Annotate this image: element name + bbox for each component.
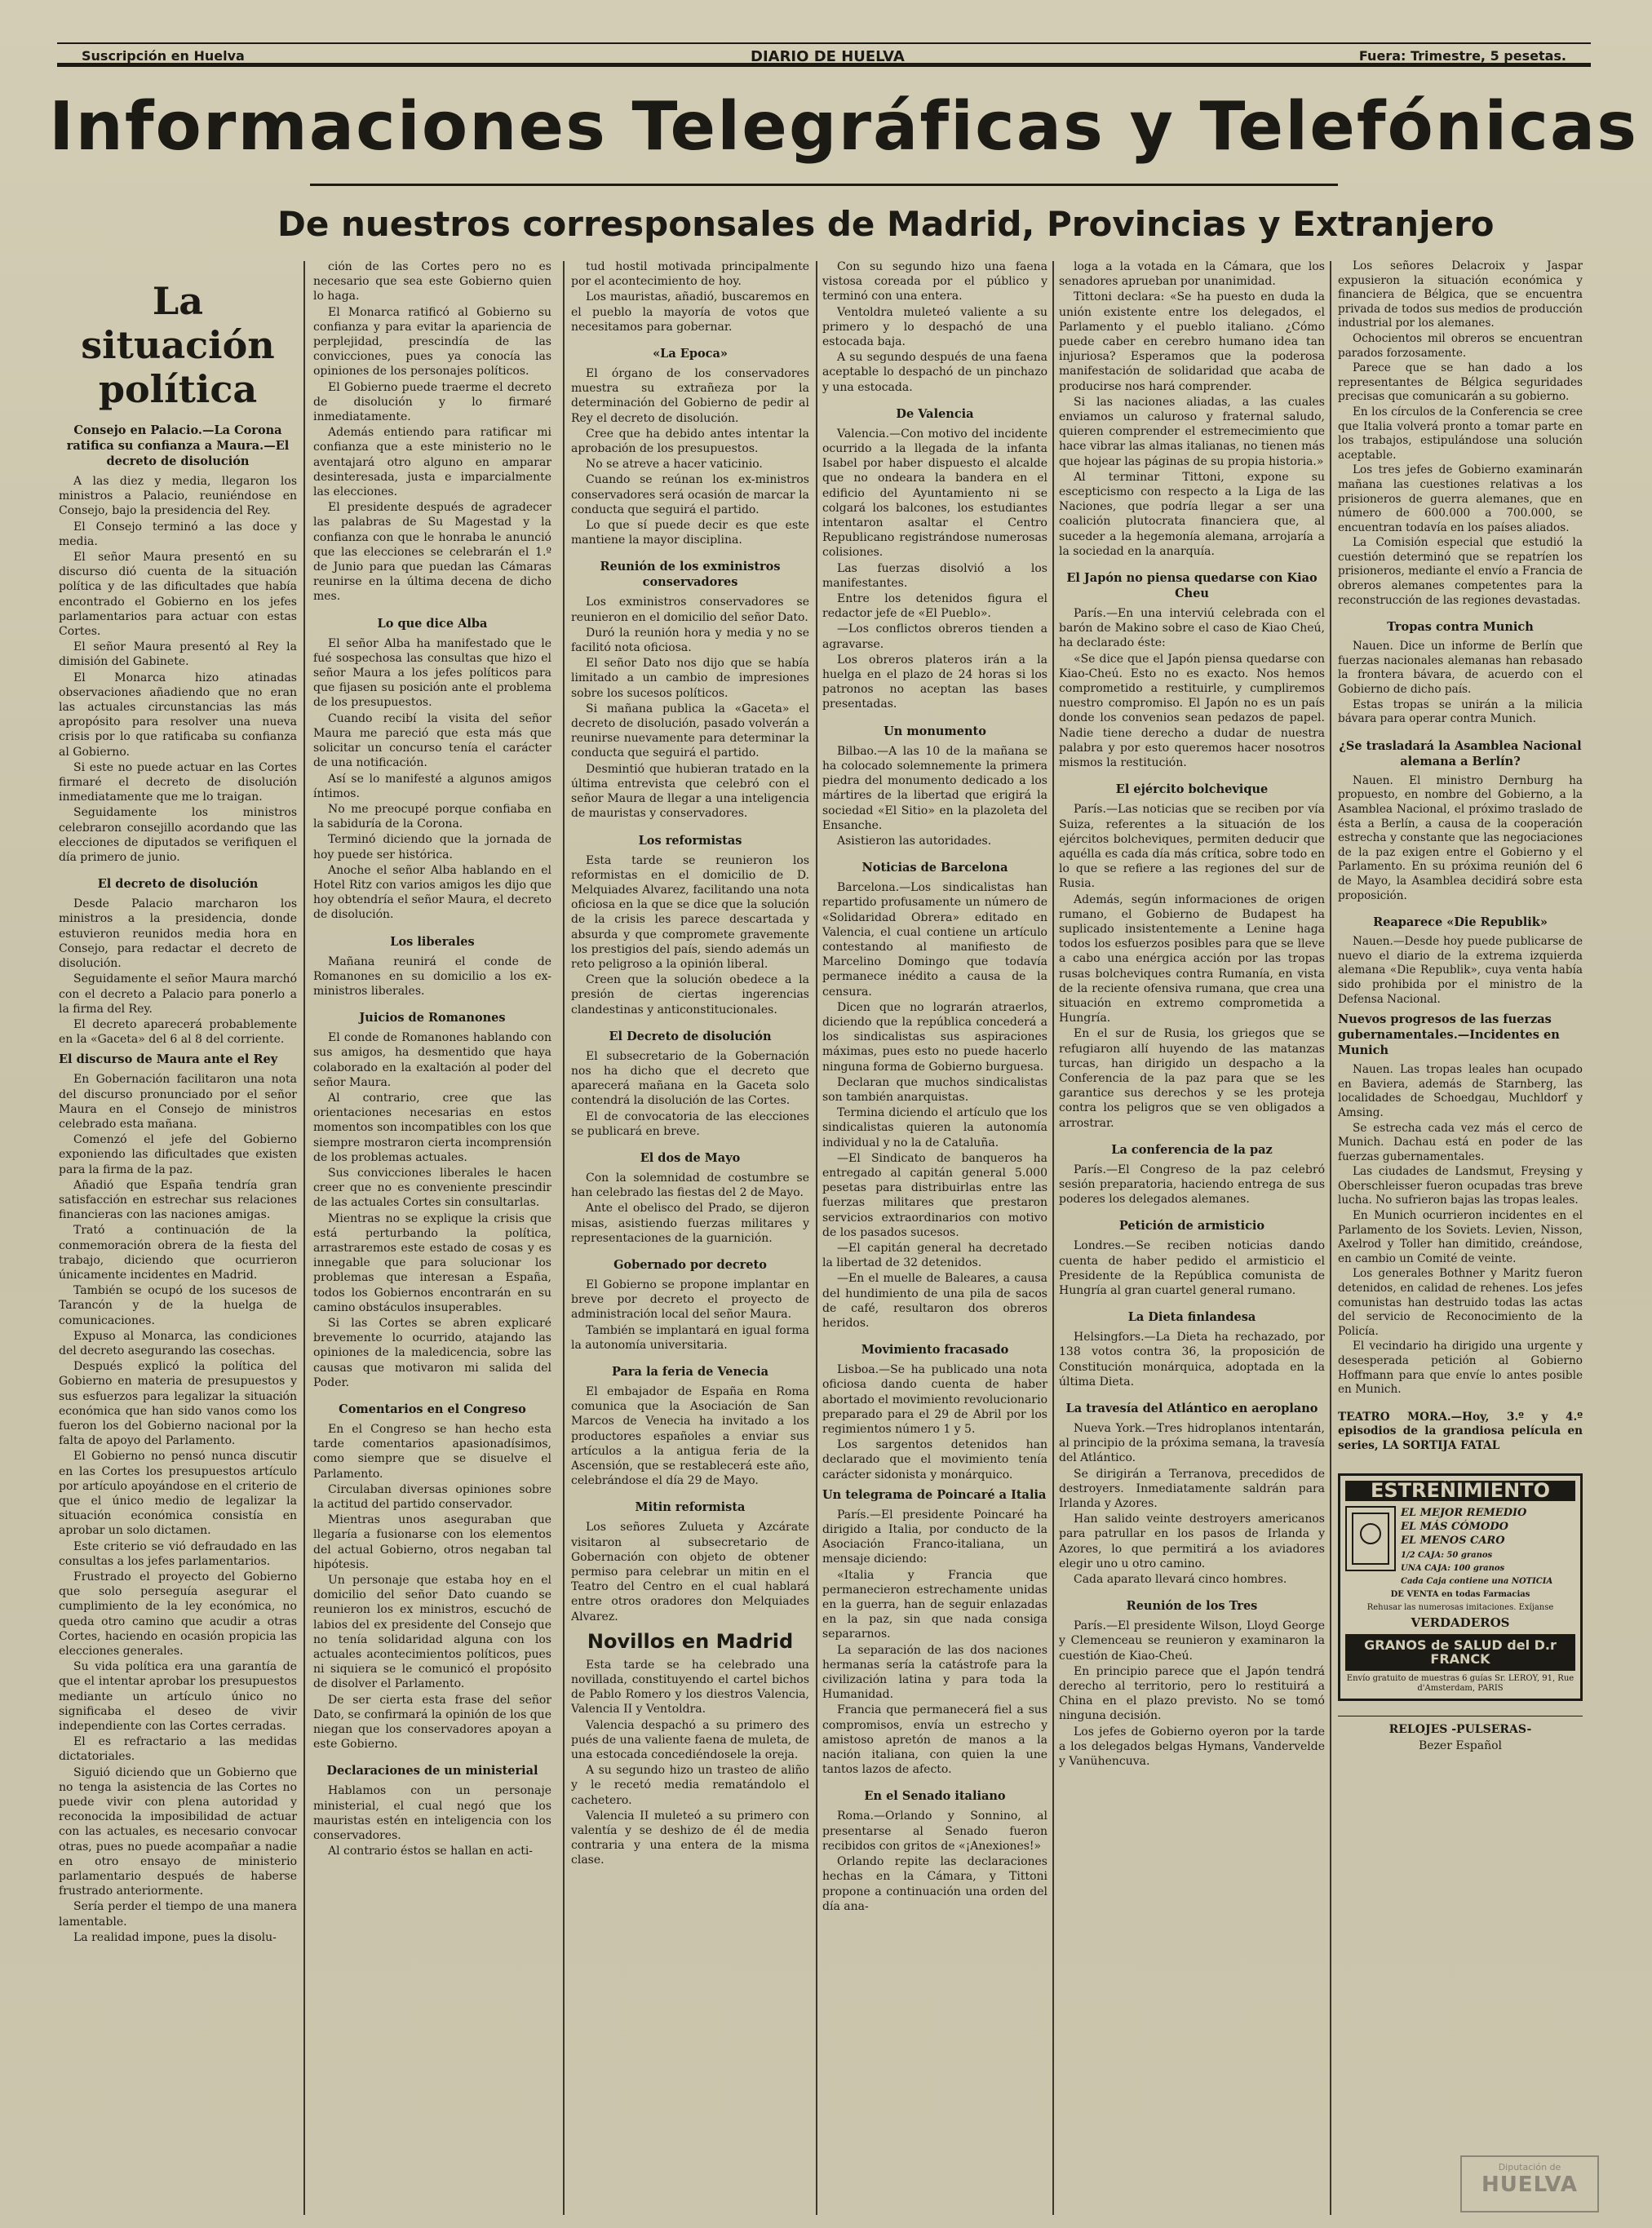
archive-stamp [1460,2155,1599,2212]
paragraph: —El Sindicato de banqueros ha entregado al capitán general 5.000 pesetas para distribuirlas entre las fuerzas militares que prestaron servicios extraordinarios con motivo de los pasados sucesos. [822,1151,1047,1239]
ad-verdaderos: VERDADEROS [1411,1615,1510,1631]
subscription-note: Suscripción en Huelva [82,48,245,64]
ad-line: EL MEJOR REMEDIO [1401,1507,1527,1520]
paragraph: Estas tropas se unirán a la milicia bávara para operar contra Munich. [1338,698,1583,726]
column-3 [571,259,809,2217]
paragraph: —Los conflictos obreros tienden a agravarse. [822,622,1047,651]
paragraph: Terminó diciendo que la jornada de hoy puede ser histórica. [313,833,551,862]
paragraph: En principio parece que el Japón tendrá derecho al territorio, pero lo restituirá a China en el plazo previsto. No se tomó ninguna decisión. [1059,1664,1325,1723]
paragraph: El Monarca hizo atinadas observaciones añadiendo que no eran las actuales circunstancias las más apropósito para resolver una nueva crisis por lo que ratificaba su confianza al Gobierno. [59,671,297,759]
section-heading: Novillos en Madrid [587,1629,794,1653]
paper-name: DIARIO DE HUELVA [751,48,905,65]
paragraph: El órgano de los conservadores muestra su extrañeza por la determinación del Gobierno de pedir al Rey el decreto de disolución. [571,367,809,425]
paragraph: Al contrario, cree que las orientaciones necesarias en estos momentos son incompatibles con los que siempre mostraron cierta incomprensión de los problemas actuales. [313,1091,551,1164]
paragraph: Nueva York.—Tres hidroplanos intentarán, al principio de la próxima semana, la travesía del Atlántico. [1059,1422,1325,1465]
section-heading: El Decreto de disolución [609,1029,772,1043]
paragraph: Londres.—Se reciben noticias dando cuenta de haber pedido el armisticio el Presidente de la República comunista de Hungría al gran cuartel general rumano. [1059,1239,1325,1297]
paragraph: Ante el obelisco del Prado, se dijeron misas, asistiendo fuerzas militares y representaciones de la guarnición. [571,1202,809,1245]
article-lead: Consejo en Palacio.—La Corona ratifica su confianza a Maura.—El decreto de disolución [66,423,290,468]
paragraph: A su segundo hizo un trasteo de aliño y le recetó media rematándolo el cachetero. [571,1764,809,1807]
rule-under-masthead [310,184,1338,186]
paragraph: Los señores Delacroix y Jaspar expusieron la situación económica y financiera de Bélgica, que se encuentra privada de todos sus medios de producción industrial por los alemanes. [1338,259,1583,330]
paragraph: Si este no puede actuar en las Cortes firmaré el decreto de disolución inmediatamente que me lo traigan. [59,760,297,804]
paragraph: Termina diciendo el artículo que los sindicalistas quieren la autonomía individual y no la de Cataluña. [822,1106,1047,1149]
paragraph: Duró la reunión hora y media y no se facilitó nota oficiosa. [571,626,809,655]
paragraph: Francia que permanecerá fiel a sus compromisos, envía un estrecho y amistoso apretón de manos a la nación italiana, con quien la une tantos lazos de afecto. [822,1703,1047,1777]
paragraph: Además entiendo para ratificar mi confianza que a este ministerio no le aventajará otro alguno en amparar desinteresada, justa e imparcialmente las elecciones. [313,426,551,499]
paragraph: En Gobernación facilitaron una nota del discurso pronunciado por el señor Maura en el Consejo de ministros celebrado esta mañana. [59,1073,297,1131]
paragraph: Nauen.—Desde hoy puede publicarse de nuevo el diario de la extrema izquierda alemana «Die Republik», cuya venta había sido prohibida por el ministro de la Defensa Nacional. [1338,935,1583,1006]
section-heading: Noticias de Barcelona [861,861,1008,875]
price-note: Fuera: Trimestre, 5 pesetas. [1358,48,1566,64]
section-heading: De Valencia [896,406,974,421]
paragraph: El Gobierno puede traerme el decreto de disolución y lo firmaré inmediatamente. [313,380,551,424]
paragraph: Bilbao.—A las 10 de la mañana se ha colocado solemnemente la primera piedra del monumento dedicado a los mártires de la libertad que erigirá la sociedad «El Sitio» en la plazoleta del Ensanche. [822,744,1047,832]
section-heading: Lo que dice Alba [377,616,488,631]
paragraph: Ventoldra muleteó valiente a su primero y lo despachó de una estocada baja. [822,305,1047,349]
paragraph: ción de las Cortes pero no es necesario que sea este Gobierno quien lo haga. [313,260,551,303]
section-heading: Nuevos progresos de las fuerzas gubernamentales.—Incidentes en Munich [1338,1012,1560,1058]
paragraph: Cada aparato llevará cinco hombres. [1074,1573,1287,1587]
paragraph: «Italia y Francia que permanecieron estrechamente unidas en la guerra, han de seguir enlazadas en la paz, sin que nada consiga separarnos. [822,1568,1047,1641]
section-heading: Reunión de los Tres [1126,1599,1258,1614]
ad-price: 1/2 CAJA: 50 granos [1401,1551,1493,1561]
top-bar [57,42,1591,67]
paragraph: De ser cierta esta frase del señor Dato, se confirmará la opinión de los que niegan que los conservadores apoyan a este Gobierno. [313,1693,551,1752]
paragraph: Cuando recibí la visita del señor Maura me pareció que esta más que solicitar un concurso tenía el carácter de una notificación. [313,711,551,770]
paragraph: París.—Las noticias que se reciben por vía Suiza, referentes a la situación de los ejércitos bolcheviques, permiten deducir que aquélla es cada día más crítica, sobre todo en lo que se refiere a las regiones del sur de Rusia. [1059,803,1325,891]
section-heading: El ejército bolchevique [1115,782,1269,797]
paragraph: El de convocatoria de las elecciones se publicará en breve. [571,1110,809,1138]
paragraph: Con su segundo hizo una faena vistosa coreada por el público y terminó con una entera. [822,260,1047,303]
paragraph: Si las Cortes se abren explicaré brevemente lo ocurrido, atajando las opiniones de la maledicencia, sobre las causas que motivaron mi salida del Poder. [313,1317,551,1389]
paragraph: El Monarca ratificó al Gobierno su confianza y para evitar la apariencia de perplejidad, prescindía de las convicciones, pues ya conocía las opiniones de los personajes políticos. [313,305,551,379]
column-rule [1052,261,1054,2215]
paragraph: «Se dice que el Japón piensa quedarse con Kiao-Cheú. Esto no es exacto. Nos hemos comprometido a restituirle, y cumpliremos nuestro compromiso. El Japón no es un país donde los convenios sean pedazos de papel. Nadie tiene derecho a dudar de nuestra palabra y por esto queremos hacer nosotros mismos la restitución. [1059,652,1325,770]
section-heading: Gobernado por decreto [613,1257,767,1272]
paragraph: El Gobierno se propone implantar en breve por decreto el proyecto de administración local del señor Maura. [571,1278,809,1322]
ad-line: EL MENOS CARO [1401,1535,1505,1548]
section-heading: Comentarios en el Congreso [339,1402,526,1417]
ad-warning: Rehusar las numerosas imitaciones. Exíjanse [1366,1603,1554,1613]
masthead-title: Informaciones Telegráficas y Telefónicas [49,88,1639,166]
paragraph: El señor Alba ha manifestado que le fué sospechosa las consultas que hizo el señor Maura a los jefes políticos para que fijasen su posición ante el problema de los presupuestos. [313,636,551,710]
section-heading: El discurso de Maura ante el Rey [59,1052,278,1067]
ad-bezer: Bezer Español [1418,1739,1502,1752]
paragraph: Después explicó la política del Gobierno en materia de presupuestos y sus esfuerzos para legalizar la situación económica que han sido vanos como los fueron los del Gobierno nacional por la falta de apoyo del Parlamento. [59,1360,297,1448]
section-heading: El Japón no piensa quedarse con Kiao Cheu [1066,571,1318,601]
paragraph: En el sur de Rusia, los griegos que se refugiaron allí huyendo de las matanzas turcas, han dirigido un despacho a la Conferencia de la paz para que se les garantice sus derechos y se les proteja contra los peligros que se ven obligados a arrostrar. [1059,1027,1325,1130]
paragraph: Sería perder el tiempo de una manera lamentable. [59,1900,297,1929]
paragraph: También se implantará en igual forma la autonomía universitaria. [571,1323,809,1352]
paragraph: El señor Maura presentó en su discurso dió cuenta de la situación política y de las dificultades que había encontrado el Gobierno en los jefes parlamentarios para actuar con estas Cortes. [59,551,297,639]
column-6 [1338,259,1583,2217]
paragraph: París.—En una interviú celebrada con el barón de Makino sobre el caso de Kiao Cheú, ha declarado éste: [1059,607,1325,650]
paragraph: El decreto aparecerá probablemente en la «Gaceta» del 6 al 8 del corriente. [59,1017,297,1047]
column-rule [1330,261,1331,2215]
section-heading: Los reformistas [638,833,742,848]
paragraph: Las ciudades de Landsmut, Freysing y Oberschleisser fueron ocupadas tras breve lucha. No sufrieron bajas las tropas leales. [1338,1165,1583,1207]
paragraph: Mañana reunirá el conde de Romanones en su domicilio a los ex-ministros liberales. [313,955,551,998]
paragraph: El vecindario ha dirigido una urgente y desesperada petición al Gobierno Hoffmann para que envíe lo antes posible en Munich. [1338,1340,1583,1397]
paragraph: Los sargentos detenidos han declarado que el movimiento tenía carácter sidonista y monárquico. [822,1438,1047,1482]
paragraph: Se dirigirán a Terranova, precedidos de destroyers. Inmediatamente saldrán para Irlanda y Azores. [1059,1467,1325,1511]
ad-product-name: GRANOS de SALUD del D.r FRANCK [1345,1634,1575,1671]
paragraph: Hablamos con un personaje ministerial, el cual negó que los mauristas estén en inteligencia con los conservadores. [313,1784,551,1843]
column-2 [313,259,551,2217]
section-heading: La travesía del Atlántico en aeroplano [1065,1402,1318,1415]
paragraph: Declaran que muchos sindicalistas son también anarquistas. [822,1075,1047,1104]
paragraph: Esta tarde se ha celebrado una novillada, constituyendo el cartel bichos de Pablo Romero y los diestros Valencia, Valencia II y Ventoldra. [571,1658,809,1716]
paragraph: Creen que la solución obedece a la presión de ciertas ingerencias clandestinas y anticonstitucionales. [571,973,809,1017]
paragraph: Anoche el señor Alba hablando en el Hotel Ritz con varios amigos les dijo que hoy obtendría el señor Maura, el decreto de disolución. [313,863,551,922]
column-5 [1059,259,1325,2217]
paragraph: Circulaban diversas opiniones sobre la actitud del partido conservador. [313,1482,551,1512]
column-rule [303,261,305,2215]
ad-footer: Envío gratuito de muestras 6 guías Sr. LEROY, 91, Rue d'Amsterdam, PARIS [1346,1673,1574,1693]
paragraph: Así se lo manifesté a algunos amigos íntimos. [313,772,551,800]
paragraph: Este criterio se vió defraudado en las consultas a los jefes parlamentarios. [59,1539,297,1568]
paragraph: Frustrado el proyecto del Gobierno que solo perseguía asegurar el cumplimiento de la ley económica, no queda otro camino que acudir a otras Cortes, haciendo en ocasión propicia las elecciones generales. [59,1570,297,1659]
paragraph: Expuso al Monarca, las condiciones del decreto asegurando las cosechas. [59,1329,297,1358]
paragraph: —En el muelle de Baleares, a causa del hundimiento de una pila de sacos de café, resultaron dos obreros heridos. [822,1272,1047,1330]
paragraph: Además, según informaciones de origen rumano, el Gobierno de Budapest ha suplicado insistentemente a Lenine haga todos los esfuerzos posibles para que se lleve a cabo una enérgica acción por las tropas rusas bolcheviques contra Rumanía, en vista de la reciente ofensiva rumana, que crea una situación en extremo comprometida a Hungría. [1059,893,1325,1025]
article-title: La situación política [81,279,275,411]
paragraph: Nauen. El ministro Dernburg ha propuesto, en nombre del Gobierno, a la Asamblea Nacional, el próximo traslado de ésta a Berlín, a causa de la cooperación estrecha y constante que las negociaciones de la paz exigen entre el Gobierno y el Parlamento. En su próxima reunión del 6 de Mayo, la Asamblea decidirá sobre esta proposición. [1338,773,1583,902]
paragraph: El señor Maura presentó al Rey la dimisión del Gabinete. [59,640,297,669]
theatre-notice: TEATRO MORA.—Hoy, 3.º y 4.º episodios de la grandiosa película en series, LA SORTIJA FATAL [1338,1410,1583,1452]
box-icon [1350,1511,1391,1566]
section-heading: «La Epoca» [653,347,728,361]
paragraph: tud hostil motivada principalmente por el acontecimiento de hoy. [571,260,809,289]
paragraph: El Consejo terminó a las doce y media. [59,520,297,548]
paragraph: Entre los detenidos figura el redactor jefe de «El Pueblo». [822,592,1047,621]
section-heading: Movimiento fracasado [861,1343,1009,1358]
paragraph: Parece que se han dado a los representantes de Bélgica seguridades precisas que comunicarán a su gobierno. [1338,361,1583,404]
paragraph: París.—El Congreso de la paz celebró sesión preparatoria, haciendo entrega de sus poderes los delegados alemanes. [1059,1163,1325,1207]
paragraph: Valencia II muleteó a su primero con valentía y se deshizo de él de media contraria y una entera de la misma clase. [571,1809,809,1867]
paragraph: París.—El presidente Poincaré ha dirigido a Italia, por conducto de la Asociación Franco-italiana, un mensaje diciendo: [822,1508,1047,1566]
ad-line: EL MÁS CÓMODO [1401,1521,1508,1534]
paragraph: Siguió diciendo que un Gobierno que no tenga la asistencia de las Cortes no puede vivir con plena autoridad y reconocida la imposibilidad de actuar con las actuales, es necesario convocar otras, pues no puede acompañar a nadie en otro ensayo de ministerio parlamentario después de haberse frustrado anteriormente. [59,1765,297,1898]
section-heading: La conferencia de la paz [1111,1142,1273,1157]
paragraph: Orlando repite las declaraciones hechas en la Cámara, y Tittoni propone a continuación una orden del día ana- [822,1855,1047,1913]
paragraph: Asistieron las autoridades. [837,834,992,848]
paragraph: No se atreve a hacer vaticinio. [586,458,763,472]
section-heading: Reaparece «Die Republik» [1373,915,1548,930]
paragraph: A las diez y media, llegaron los ministros a Palacio, reuniéndose en Consejo, bajo la presidencia del Rey. [59,475,297,518]
paragraph: No me preocupé porque confiaba en la sabiduría de la Corona. [313,802,551,831]
section-heading: Un telegrama de Poincaré a Italia [822,1487,1047,1502]
paragraph: Han salido veinte destroyers americanos para patrullar en los pasos de Irlanda y Azores, lo que permitirá a los aviadores elegir uno u otro camino. [1059,1513,1325,1570]
paragraph: Desmintió que hubieran tratado en la última entrevista que celebró con el señor Maura de llegar a una inteligencia de mauristas y conservadores. [571,762,809,821]
paragraph: Helsingfors.—La Dieta ha rechazado, por 138 votos contra 36, la proposición de Constitución monárquica, adoptada en la última Dieta. [1059,1331,1325,1389]
paragraph: Mientras no se explique la crisis que está perturbando la política, arrastraremos este estado de cosas y es innegable que para solucionar los problemas que interesan a España, todos los Gobiernos encontrarán en su camino obstáculos insuperables. [313,1211,551,1314]
paragraph: El presidente después de agradecer las palabras de Su Magestad y la confianza con que le honraba le anunció que las elecciones se celebrarán el 1.º de Junio para que puedan las Cámaras reunirse en la última decena de dicho mes. [313,501,551,604]
ad-sale: DE VENTA en todas Farmacias [1390,1590,1530,1600]
paragraph: En el Congreso se han hecho esta tarde comentarios apasionadísimos, como siempre que se disuelve el Parlamento. [313,1423,551,1481]
paragraph: Barcelona.—Los sindicalistas han repartido profusamente un número de «Solidaridad Obrera» editado en Valencia, el cual contiene un artículo contestando al manifiesto de Marcelino Domingo que todavía permanece inédito a causa de la censura. [822,881,1047,999]
paragraph: Al contrario éstos se hallan en acti- [328,1845,534,1858]
paragraph: El señor Dato nos dijo que se había limitado a un cambio de impresiones sobre los sucesos políticos. [571,657,809,700]
paragraph: El subsecretario de la Gobernación nos ha dicho que el decreto que aparecerá mañana en la Gaceta solo contendrá la disolución de las Cortes. [571,1049,809,1108]
subheadline: De nuestros corresponsales de Madrid, Provincias y Extranjero [277,204,1495,244]
paragraph: —El capitán general ha decretado la libertad de 32 detenidos. [822,1241,1047,1270]
paragraph: Los tres jefes de Gobierno examinarán mañana las cuestiones relativas a los prisioneros de guerra alemanes, que en número de 600.000 a 700.000, se encuentran todavía en los países aliados. [1338,463,1583,534]
paragraph: La realidad impone, pues la disolu- [73,1930,277,1944]
column-rule [563,261,565,2215]
paragraph: En Munich ocurrieron incidentes en el Parlamento de los Soviets. Levien, Nisson, Axelrod y Toller han dimitido, creándose, en cambio un Comité de veinte. [1338,1209,1583,1265]
section-heading: Un monumento [884,724,986,738]
paragraph: Los generales Bothner y Maritz fueron detenidos, en calidad de rehenes. Los jefes comunistas han destruido todas las actas del servicio de Reconocimiento de la Policía. [1338,1267,1583,1338]
paragraph: Cuando se reúnan los ex-ministros conservadores será ocasión de marcar la conducta que seguirá el partido. [571,473,809,516]
paragraph: La Comisión especial que estudió la cuestión determinó que se repatríen los prisioneros, mediante el envío a Francia de obreros alemanes competentes para la reconstrucción de las regiones devastadas. [1338,536,1583,607]
paragraph: Los mauristas, añadió, buscaremos en el pueblo la mayoría de votos que necesitamos para gobernar. [571,290,809,334]
paragraph: Al terminar Tittoni, expone su escepticismo con respecto a la Liga de las Naciones, que podría llegar a ser una coalición plutocrata financiera que, al suceder a la hegemonía alemana, arrojaría a la sociedad en la anarquía. [1059,470,1325,558]
paragraph: Su vida política era una garantía de que el intentar aprobar los presupuestos mediante un artículo único no significaba el deseo de vivir independiente con las Cortes cerradas. [59,1660,297,1734]
section-heading: Mitin reformista [635,1500,746,1515]
paragraph: Seguidamente el señor Maura marchó con el decreto a Palacio para ponerlo a la firma del Rey. [59,972,297,1016]
paragraph: El conde de Romanones hablando con sus amigos, ha desmentido que haya colaborado en la exaltación al poder del señor Maura. [313,1031,551,1089]
ad-banner: ESTREÑIMIENTO [1345,1481,1575,1502]
paragraph: Esta tarde se reunieron los reformistas en el domicilio de D. Melquiades Alvarez, facilitando una nota oficiosa en la que se dice que la solución de la crisis les parece descartada y absurda y que compromete gravemente los prestigios del país, siendo además un reto peligroso a la opinión liberal. [571,853,809,971]
paragraph: Los señores Zulueta y Azcárate visitaron al subsecretario de Gobernación con objeto de obtener permiso para celebrar un mitin en el Teatro del Centro en el cual hablará entre otros oradores don Melquiades Alvarez. [571,1521,809,1623]
stamp-bottom: HUELVA [1481,2173,1579,2197]
paragraph: Los exministros conservadores se reunieron en el domicilio del señor Dato. [571,596,809,624]
paragraph: Dicen que no lograrán atraerlos, diciendo que la república concederá a los sindicalistas sus aspiraciones máximas, pues esto no puede hacerlo ninguna forma de Gobierno burguesa. [822,1000,1047,1074]
ad-note: Cada Caja contiene una NOTICIA [1401,1577,1553,1587]
section-heading: Para la feria de Venecia [611,1364,769,1379]
ad-relojes: RELOJES -PULSERAS- [1388,1722,1532,1736]
paragraph: Tittoni declara: «Se ha puesto en duda la unión existente entre los delegados, el Parlamento y el pueblo italiano. ¿Cómo puede caber en cerebro humano idea tan injuriosa? Esperamos que la poderosa manifestación de solidaridad que acaba de producirse nos hará comprender. [1059,290,1325,393]
stamp-top: Diputación de [1498,2162,1561,2173]
paragraph: Sus convicciones liberales le hacen creer que no es conveniente prescindir de las actuales Cortes sin consultarlas. [313,1166,551,1210]
paragraph: También se ocupó de los sucesos de Tarancón y de la huelga de comunicaciones. [59,1284,297,1327]
paragraph: Valencia despachó a su primero des pués de una valiente faena de muleta, de una estocada concediéndosele la oreja. [571,1718,809,1762]
paragraph: Mientras unos aseguraban que llegaría a fusionarse con los elementos del actual Gobierno, otros negaban tal hipótesis. [313,1513,551,1571]
column-4 [822,259,1047,2217]
advertisement-granos [1338,1473,1583,1701]
section-heading: ¿Se trasladará la Asamblea Nacional alemana a Berlín? [1339,738,1582,769]
section-heading: Los liberales [390,934,475,949]
section-heading: Declaraciones de un ministerial [326,1764,538,1778]
paragraph: Nauen. Dice un informe de Berlín que fuerzas nacionales alemanas han rebasado la frontera bávara, de acuerdo con el Gobierno de dicho país. [1338,640,1583,697]
paragraph: El Gobierno no pensó nunca discutir en las Cortes los presupuestos artículo por artículo apoyándose en el criterio de que el único medio de legalizar la situación económica consistía en aprobar un solo dictamen. [59,1450,297,1538]
paragraph: Lo que sí puede decir es que este mantiene la mayor disciplina. [571,519,809,547]
paragraph: Los obreros plateros irán a la huelga en el plazo de 24 horas si los patronos no aceptan las bases presentadas. [822,653,1047,711]
paragraph: En los círculos de la Conferencia se cree que Italia volverá pronto a tomar parte en los trabajos, estipulándose una solución aceptable. [1338,405,1583,462]
paragraph: Seguidamente los ministros celebraron consejillo acordando que las elecciones de diputados se verifiquen el día primero de junio. [59,806,297,865]
column-rule [816,261,817,2215]
paragraph: Nauen. Las tropas leales han ocupado en Baviera, además de Starnberg, las localidades de Schoedgau, Muchldorf y Amsing. [1338,1063,1583,1119]
paragraph: Si las naciones aliadas, a las cuales enviamos un caluroso y fraternal saludo, quieren comprender el estremecimiento que hace vibrar las almas italianas, no tienen más que hojear las páginas de su propia historia.» [1059,395,1325,468]
paragraph: loga a la votada en la Cámara, que los senadores aprueban por unanimidad. [1059,260,1325,289]
section-heading: Reunión de los exministros conservadores [600,560,781,590]
paragraph: Un personaje que estaba hoy en el domicilio del señor Dato cuando se reunieron los ex ministros, escuchó de labios del ex presidente del Consejo que no tenía solidaridad alguna con los actuales acontecimientos políticos, pues ni siquiera se le comunicó el propósito de disolver el Parlamento. [313,1574,551,1691]
paragraph: Añadió que España tendría gran satisfacción en estrechar sus relaciones financieras con las naciones amigas. [59,1178,297,1222]
paragraph: Cree que ha debido antes intentar la aprobación de los presupuestos. [571,427,809,456]
paragraph: La separación de las dos naciones hermanas sería la catástrofe para la civilización latina y para toda la Humanidad. [822,1643,1047,1702]
paragraph: Se estrecha cada vez más el cerco de Munich. Dachau está en poder de las fuerzas gubernamentales. [1338,1121,1583,1163]
advertisement-relojes [1338,1716,1583,1754]
paragraph: París.—El presidente Wilson, Lloyd George y Clemenceau se reunieron y examinaron la cuestión de Kiao-Cheú. [1059,1619,1325,1663]
paragraph: Valencia.—Con motivo del incidente ocurrido a la llegada de la infanta Isabel por haber dispuesto el alcalde que no ondeara la bandera en el edificio del Ayuntamiento ni se colgará los balcones, los estudiantes intentaron asaltar el Centro Republicano registrándose numerosas colisiones. [822,427,1047,560]
section-heading: El dos de Mayo [640,1150,741,1165]
paragraph: A su segundo después de una faena aceptable lo despachó de un pinchazo y una estocada. [822,351,1047,394]
paragraph: Roma.—Orlando y Sonnino, al presentarse al Senado fueron recibidos con gritos de «¡Anexiones!» [822,1809,1047,1853]
column-1 [59,259,297,2217]
paragraph: El embajador de España en Roma comunica que la Asociación de San Marcos de Venecia ha invitado a los productores españoles a enviar sus artículos a la antigua feria de la Ascensión, que se restablecerá este año, celebrándose el día 29 de Mayo. [571,1384,809,1488]
paragraph: Con la solemnidad de costumbre se han celebrado las fiestas del 2 de Mayo. [571,1171,809,1200]
paragraph: Si mañana publica la «Gaceta» el decreto de disolución, pasado volverán a reunirse nuevamente para determinar la conducta que seguirá el partido. [571,702,809,760]
section-heading: Juicios de Romanones [359,1011,506,1025]
paragraph: Desde Palacio marcharon los ministros a la presidencia, donde estuvieron reunidos media hora en Consejo, para redactar el decreto de disolución. [59,897,297,971]
paragraph: El es refractario a las medidas dictatoriales. [59,1735,297,1764]
paragraph: Comenzó el jefe del Gobierno exponiendo las dificultades que existen para la firma de la paz. [59,1133,297,1176]
paragraph: Trató a continuación de la conmemoración obrera de la fiesta del trabajo, diciendo que ocurrieron únicamente incidentes en Madrid. [59,1224,297,1282]
section-heading: El decreto de disolución [97,877,259,892]
section-heading: Tropas contra Munich [1387,620,1534,635]
paragraph: Lisboa.—Se ha publicado una nota oficiosa dando cuenta de haber abortado el movimiento revolucionario preparado para el 29 de Abril por los regimientos número 1 y 5. [822,1363,1047,1437]
section-heading: En el Senado italiano [864,1789,1006,1804]
section-heading: La Dieta finlandesa [1127,1310,1256,1325]
paragraph: Las fuerzas disolvió a los manifestantes. [822,561,1047,590]
section-heading: Petición de armisticio [1118,1219,1265,1234]
paragraph: Los jefes de Gobierno oyeron por la tarde a los delegados belgas Hymans, Vandervelde y Vanühencuva. [1059,1725,1325,1769]
ad-price: UNA CAJA: 100 granos [1401,1564,1505,1574]
paragraph: Ochocientos mil obreros se encuentran parados forzosamente. [1338,331,1583,360]
product-box-icon [1345,1506,1396,1571]
